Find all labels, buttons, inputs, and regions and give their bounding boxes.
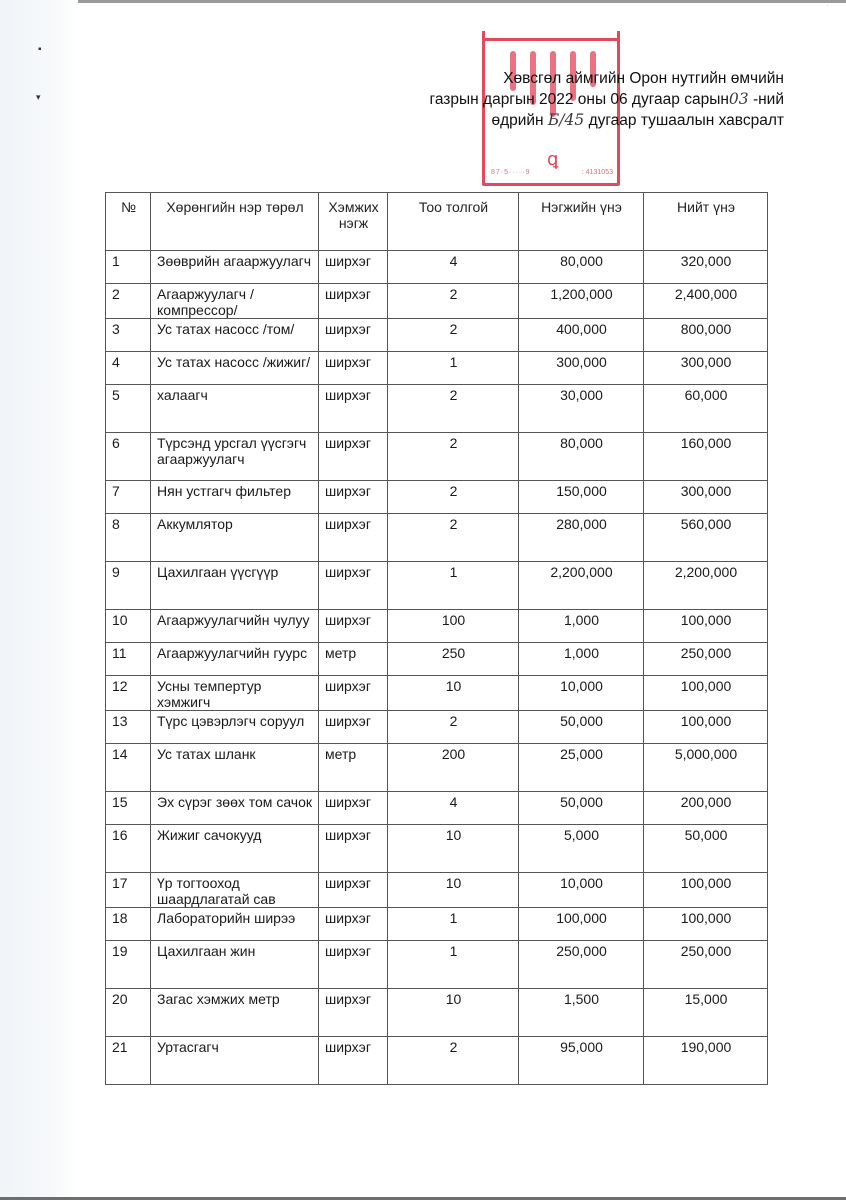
- cell-unit-price: 10,000: [519, 873, 644, 908]
- cell-quantity: 2: [388, 1037, 519, 1085]
- table-row: [106, 562, 768, 610]
- cell-asset-name: Цахилгаан үүсгүүр: [151, 562, 319, 610]
- cell-total-price: 190,000: [644, 1037, 768, 1085]
- cell-total-price: 250,000: [644, 941, 768, 989]
- table-row: [106, 941, 768, 989]
- cell-asset-name: Аккумлятор: [151, 514, 319, 562]
- punch-mark: ▾: [36, 92, 41, 102]
- table-row: [106, 989, 768, 1037]
- cell-unit: ширхэг: [319, 989, 388, 1037]
- cell-total-price: 200,000: [644, 792, 768, 825]
- cell-unit-price: 250,000: [519, 941, 644, 989]
- cell-number: 7: [106, 481, 151, 514]
- cell-unit: ширхэг: [319, 251, 388, 284]
- cell-number: 6: [106, 433, 151, 481]
- stamp-corner: [482, 31, 485, 47]
- cell-number: 13: [106, 711, 151, 744]
- cell-asset-name: Цахилгаан жин: [151, 941, 319, 989]
- table-row: [106, 908, 768, 941]
- cell-total-price: 2,200,000: [644, 562, 768, 610]
- cell-unit-price: 100,000: [519, 908, 644, 941]
- cell-asset-name: Зөөврийн агааржуулагч: [151, 251, 319, 284]
- table-row: [106, 385, 768, 433]
- cell-asset-name: Эх сүрэг зөөх том сачок: [151, 792, 319, 825]
- table-row: [106, 676, 768, 711]
- cell-total-price: 560,000: [644, 514, 768, 562]
- cell-unit-price: 30,000: [519, 385, 644, 433]
- table-row: [106, 711, 768, 744]
- handwritten-order-number: Б/45: [547, 111, 585, 129]
- table-header-row: [106, 193, 768, 251]
- cell-quantity: 4: [388, 251, 519, 284]
- cell-number: 8: [106, 514, 151, 562]
- cell-unit: ширхэг: [319, 941, 388, 989]
- cell-asset-name: Ус татах насосс /жижиг/: [151, 352, 319, 385]
- cell-unit: ширхэг: [319, 676, 388, 711]
- cell-unit: ширхэг: [319, 433, 388, 481]
- table-row: [106, 610, 768, 643]
- header-line-3: [364, 110, 784, 131]
- cell-unit-price: 1,000: [519, 643, 644, 676]
- cell-quantity: 1: [388, 908, 519, 941]
- cell-unit-price: 1,200,000: [519, 284, 644, 319]
- cell-unit: ширхэг: [319, 562, 388, 610]
- scan-left-shading: [0, 0, 78, 1200]
- cell-number: 9: [106, 562, 151, 610]
- cell-unit: ширхэг: [319, 284, 388, 319]
- table-row: [106, 744, 768, 792]
- cell-number: 5: [106, 385, 151, 433]
- cell-asset-name: халаагч: [151, 385, 319, 433]
- cell-number: 17: [106, 873, 151, 908]
- scan-top-edge: [0, 0, 846, 3]
- table-row: [106, 1037, 768, 1085]
- document-header: [364, 68, 784, 131]
- column-header-asset-name: Хөрөнгийн нэр төрөл: [151, 193, 319, 251]
- cell-total-price: 300,000: [644, 352, 768, 385]
- cell-unit-price: 10,000: [519, 676, 644, 711]
- cell-unit: ширхэг: [319, 792, 388, 825]
- cell-quantity: 2: [388, 284, 519, 319]
- cell-number: 11: [106, 643, 151, 676]
- cell-asset-name: Агааржуулагч /компрессор/: [151, 284, 319, 319]
- cell-unit-price: 300,000: [519, 352, 644, 385]
- cell-unit: ширхэг: [319, 352, 388, 385]
- handwritten-day: 03: [728, 90, 749, 108]
- cell-asset-name: Усны темпертур хэмжигч: [151, 676, 319, 711]
- cell-unit-price: 2,200,000: [519, 562, 644, 610]
- cell-asset-name: Загас хэмжих метр: [151, 989, 319, 1037]
- cell-quantity: 250: [388, 643, 519, 676]
- cell-total-price: 50,000: [644, 825, 768, 873]
- cell-total-price: 2,400,000: [644, 284, 768, 319]
- cell-total-price: 160,000: [644, 433, 768, 481]
- table-row: [106, 319, 768, 352]
- cell-unit-price: 5,000: [519, 825, 644, 873]
- cell-unit-price: 280,000: [519, 514, 644, 562]
- cell-quantity: 10: [388, 825, 519, 873]
- cell-unit-price: 80,000: [519, 433, 644, 481]
- cell-unit-price: 1,500: [519, 989, 644, 1037]
- cell-asset-name: Агааржуулагчийн гуурс: [151, 643, 319, 676]
- table-row: [106, 792, 768, 825]
- cell-number: 4: [106, 352, 151, 385]
- cell-asset-name: Түрсэнд урсгал үүсгэгч агааржуулагч: [151, 433, 319, 481]
- cell-number: 3: [106, 319, 151, 352]
- cell-number: 20: [106, 989, 151, 1037]
- cell-quantity: 10: [388, 873, 519, 908]
- cell-asset-name: Лабораторийн ширээ: [151, 908, 319, 941]
- cell-unit: ширхэг: [319, 1037, 388, 1085]
- cell-quantity: 2: [388, 385, 519, 433]
- cell-total-price: 100,000: [644, 873, 768, 908]
- stamp-registration-left: 87·5·····9: [491, 169, 531, 176]
- cell-quantity: 2: [388, 319, 519, 352]
- cell-total-price: 60,000: [644, 385, 768, 433]
- table-row: [106, 352, 768, 385]
- table-row: [106, 873, 768, 908]
- header-line-1: Хөвсгөл аймгийн Орон нутгийн өмчийн: [503, 70, 784, 87]
- header-line-3-suffix: дугаар тушаалын хавсралт: [584, 112, 784, 129]
- column-header-total-price: Нийт үнэ: [644, 193, 768, 251]
- cell-total-price: 100,000: [644, 610, 768, 643]
- cell-unit-price: 1,000: [519, 610, 644, 643]
- cell-number: 1: [106, 251, 151, 284]
- stamp-registration-right: : 4131053: [581, 169, 613, 176]
- cell-number: 10: [106, 610, 151, 643]
- cell-total-price: 300,000: [644, 481, 768, 514]
- cell-quantity: 2: [388, 711, 519, 744]
- cell-unit: ширхэг: [319, 711, 388, 744]
- cell-quantity: 1: [388, 562, 519, 610]
- cell-unit: ширхэг: [319, 514, 388, 562]
- cell-asset-name: Уртасгагч: [151, 1037, 319, 1085]
- table-row: [106, 433, 768, 481]
- cell-total-price: 800,000: [644, 319, 768, 352]
- cell-total-price: 100,000: [644, 711, 768, 744]
- cell-total-price: 15,000: [644, 989, 768, 1037]
- cell-total-price: 100,000: [644, 676, 768, 711]
- cell-unit-price: 400,000: [519, 319, 644, 352]
- cell-unit: метр: [319, 643, 388, 676]
- cell-unit-price: 50,000: [519, 792, 644, 825]
- cell-number: 2: [106, 284, 151, 319]
- table-body: [106, 251, 768, 1085]
- table-row: [106, 481, 768, 514]
- cell-asset-name: Агааржуулагчийн чулуу: [151, 610, 319, 643]
- scan-mark: ·: [826, 0, 829, 10]
- cell-unit: ширхэг: [319, 385, 388, 433]
- cell-quantity: 10: [388, 989, 519, 1037]
- table-row: [106, 825, 768, 873]
- cell-quantity: 2: [388, 481, 519, 514]
- assets-table: [105, 192, 768, 1085]
- table-row: [106, 284, 768, 319]
- column-header-unit: Хэмжих нэгж: [319, 193, 388, 251]
- cell-unit: метр: [319, 744, 388, 792]
- table-row: [106, 251, 768, 284]
- cell-unit: ширхэг: [319, 873, 388, 908]
- cell-number: 14: [106, 744, 151, 792]
- cell-asset-name: Ус татах шланк: [151, 744, 319, 792]
- cell-asset-name: Жижиг сачокууд: [151, 825, 319, 873]
- cell-quantity: 4: [388, 792, 519, 825]
- table-row: [106, 514, 768, 562]
- cell-total-price: 100,000: [644, 908, 768, 941]
- cell-unit: ширхэг: [319, 610, 388, 643]
- cell-unit-price: 50,000: [519, 711, 644, 744]
- cell-quantity: 2: [388, 433, 519, 481]
- cell-total-price: 250,000: [644, 643, 768, 676]
- cell-number: 18: [106, 908, 151, 941]
- cell-unit: ширхэг: [319, 825, 388, 873]
- header-line-3-text: өдрийн: [491, 112, 548, 129]
- stamp-corner: [617, 31, 620, 47]
- column-header-quantity: Тоо толгой: [388, 193, 519, 251]
- header-line-2: [364, 89, 784, 110]
- table-row: [106, 643, 768, 676]
- cell-unit-price: 80,000: [519, 251, 644, 284]
- header-line-2-text: газрын даргын 2022 оны 06 дугаар сарын: [429, 91, 729, 108]
- column-header-unit-price: Нэгжийн үнэ: [519, 193, 644, 251]
- punch-mark: ▪: [38, 44, 42, 55]
- cell-quantity: 10: [388, 676, 519, 711]
- cell-number: 15: [106, 792, 151, 825]
- cell-unit-price: 150,000: [519, 481, 644, 514]
- cell-total-price: 5,000,000: [644, 744, 768, 792]
- cell-number: 16: [106, 825, 151, 873]
- cell-unit: ширхэг: [319, 319, 388, 352]
- column-header-number: №: [106, 193, 151, 251]
- cell-asset-name: Ус татах насосс /том/: [151, 319, 319, 352]
- cell-total-price: 320,000: [644, 251, 768, 284]
- header-line-2-suffix: -ний: [748, 91, 784, 108]
- cell-quantity: 200: [388, 744, 519, 792]
- cell-asset-name: Түрс цэвэрлэгч соруул: [151, 711, 319, 744]
- cell-quantity: 100: [388, 610, 519, 643]
- stamp-signature-mark: ꝗ: [547, 149, 559, 170]
- cell-quantity: 1: [388, 941, 519, 989]
- cell-asset-name: Нян устгагч фильтер: [151, 481, 319, 514]
- cell-quantity: 1: [388, 352, 519, 385]
- cell-number: 12: [106, 676, 151, 711]
- cell-number: 19: [106, 941, 151, 989]
- cell-number: 21: [106, 1037, 151, 1085]
- cell-unit-price: 25,000: [519, 744, 644, 792]
- cell-unit: ширхэг: [319, 481, 388, 514]
- cell-unit: ширхэг: [319, 908, 388, 941]
- cell-asset-name: Үр тогтооход шаардлагатай сав: [151, 873, 319, 908]
- cell-quantity: 2: [388, 514, 519, 562]
- cell-unit-price: 95,000: [519, 1037, 644, 1085]
